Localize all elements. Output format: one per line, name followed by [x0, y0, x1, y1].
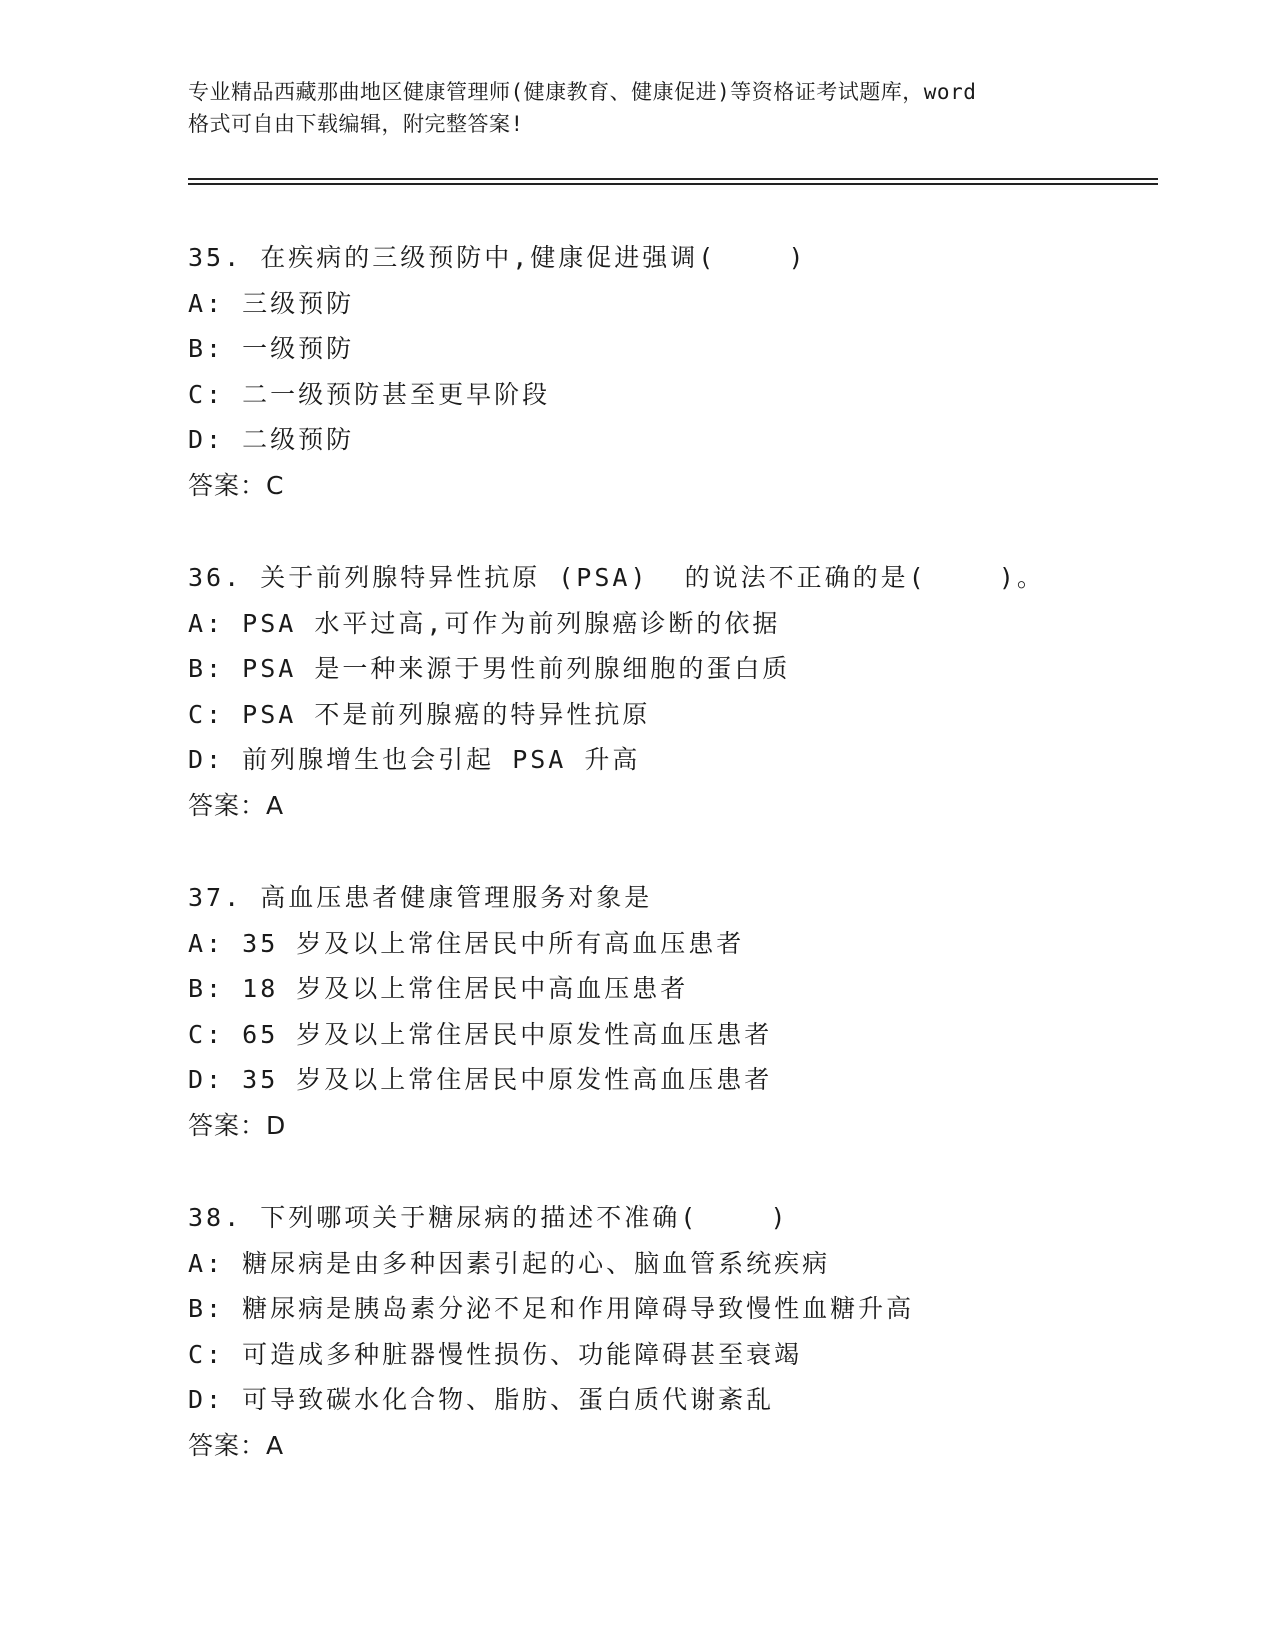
- option-a: A: 糖尿病是由多种因素引起的心、脑血管系统疾病: [188, 1248, 831, 1278]
- answer-label: 答案：A: [188, 790, 285, 820]
- option-b: B: 18 岁及以上常住居民中高血压患者: [188, 974, 689, 1003]
- question-stem: 38. 下列哪项关于糖尿病的描述不准确( ): [188, 1203, 789, 1232]
- option-c: C: PSA 不是前列腺癌的特异性抗原: [188, 699, 651, 729]
- option-c: C: 可造成多种脏器慢性损伤、功能障碍甚至衰竭: [188, 1339, 803, 1369]
- header-divider-bottom: [188, 183, 1158, 185]
- option-c: C: 二一级预防甚至更早阶段: [188, 379, 551, 409]
- header-divider-top: [188, 178, 1158, 180]
- answer-label: 答案：A: [188, 1430, 285, 1460]
- question-stem: 37. 高血压患者健康管理服务对象是: [188, 883, 653, 912]
- option-a: A: 三级预防: [188, 288, 355, 318]
- question-stem: 35. 在疾病的三级预防中,健康促进强调( ): [188, 243, 807, 272]
- option-a: A: 35 岁及以上常住居民中所有高血压患者: [188, 928, 745, 958]
- option-a: A: PSA 水平过高,可作为前列腺癌诊断的依据: [188, 608, 781, 638]
- option-b: B: PSA 是一种来源于男性前列腺细胞的蛋白质: [188, 654, 791, 683]
- question-38: [188, 1195, 1188, 1468]
- question-35: [188, 235, 1188, 508]
- option-b: B: 一级预防: [188, 334, 355, 363]
- option-d: D: 二级预防: [188, 425, 355, 454]
- document-header: [188, 76, 1088, 140]
- answer-label: 答案：C: [188, 470, 285, 500]
- question-37: [188, 875, 1188, 1148]
- header-line-1: 专业精品西藏那曲地区健康管理师(健康教育、健康促进)等资格证考试题库，word: [188, 80, 977, 104]
- option-d: D: 前列腺增生也会引起 PSA 升高: [188, 745, 641, 774]
- question-stem: 36. 关于前列腺特异性抗原 (PSA) 的说法不正确的是( )。: [188, 563, 1045, 592]
- question-36: [188, 555, 1188, 828]
- option-d: D: 可导致碳水化合物、脂肪、蛋白质代谢紊乱: [188, 1385, 775, 1414]
- option-c: C: 65 岁及以上常住居民中原发性高血压患者: [188, 1019, 773, 1049]
- option-b: B: 糖尿病是胰岛素分泌不足和作用障碍导致慢性血糖升高: [188, 1294, 915, 1323]
- answer-label: 答案：D: [188, 1110, 287, 1140]
- option-d: D: 35 岁及以上常住居民中原发性高血压患者: [188, 1065, 773, 1094]
- header-line-2: 格式可自由下载编辑，附完整答案!: [188, 112, 524, 136]
